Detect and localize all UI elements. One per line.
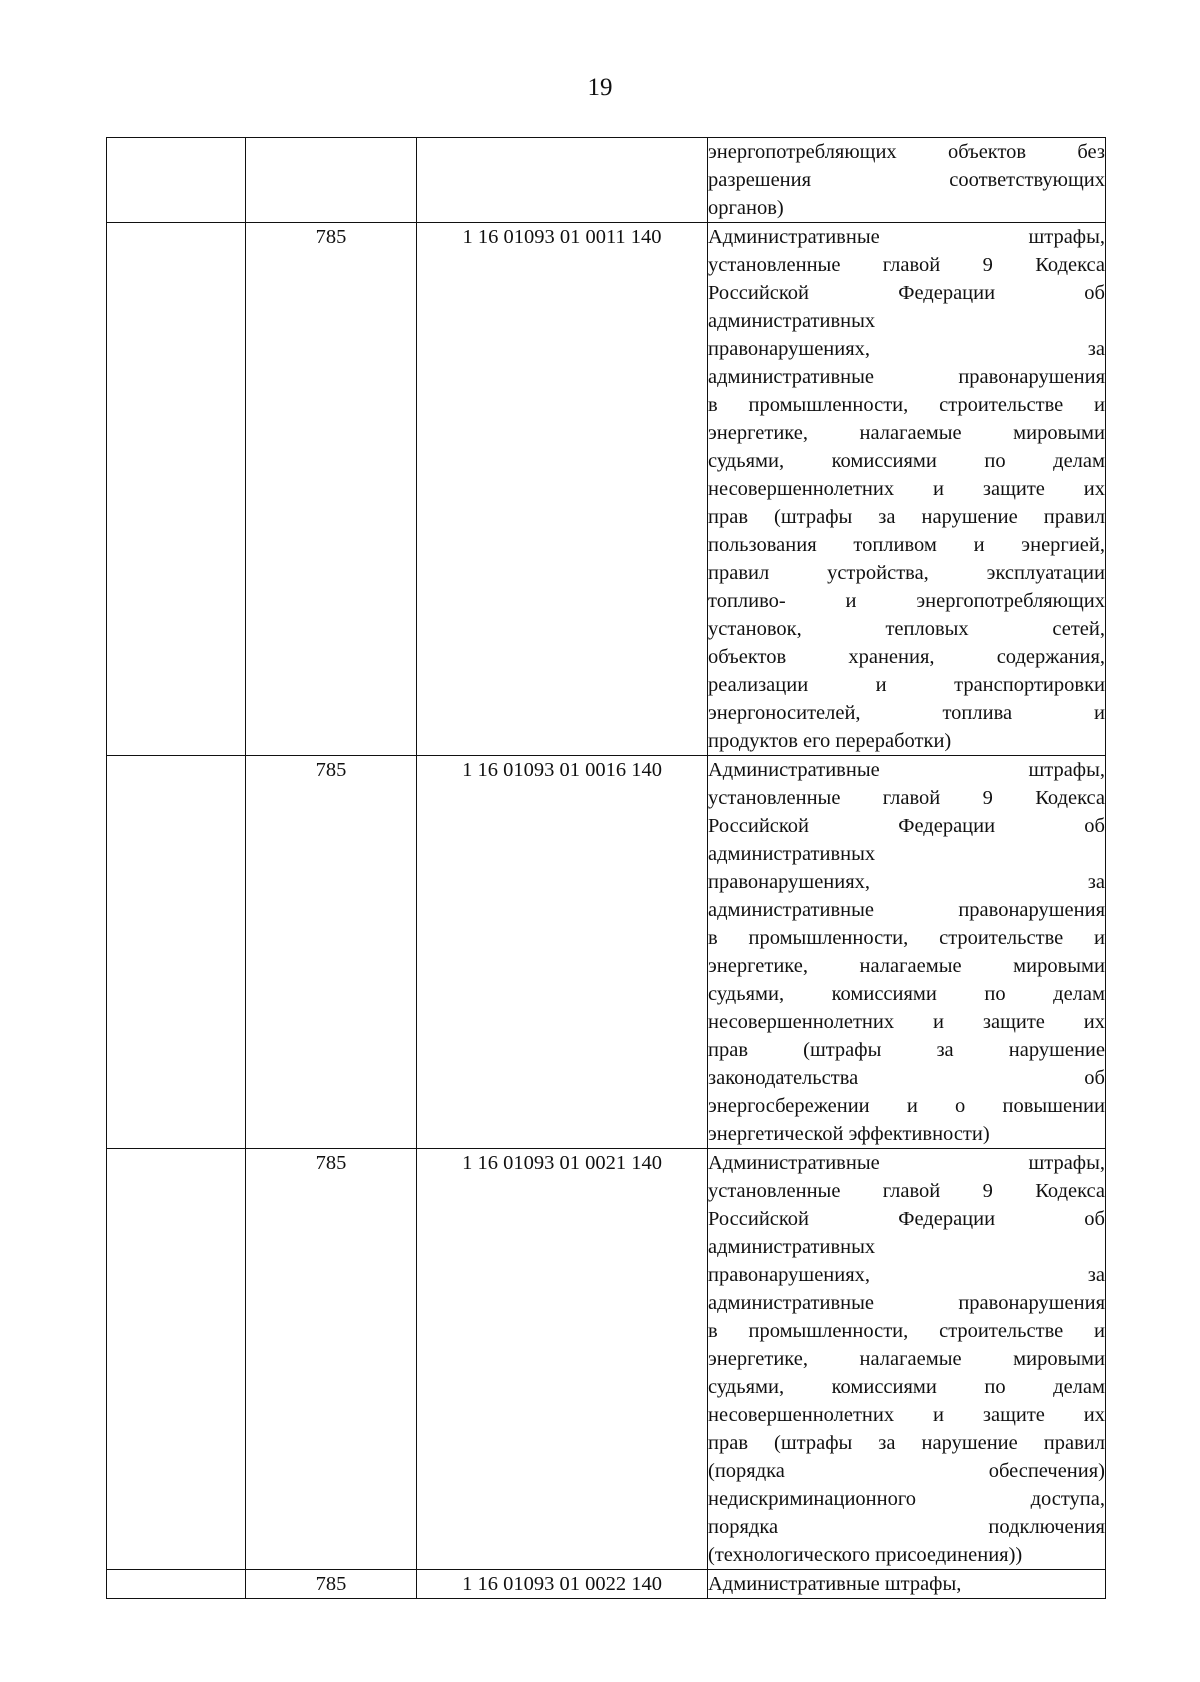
description-line: административные правонарушения — [708, 899, 1105, 921]
description-line: прав (штрафы за нарушение правил — [708, 506, 1105, 528]
description-line: установленные главой 9 Кодекса — [708, 787, 1105, 809]
admin-code-cell — [246, 138, 417, 223]
description-line: порядка подключения — [708, 1516, 1105, 1538]
empty-cell — [107, 1149, 246, 1570]
description-line: продуктов его переработки) — [708, 730, 952, 752]
description-line: реализации и транспортировки — [708, 674, 1105, 696]
description-cell — [708, 223, 1106, 756]
table-body — [107, 138, 1106, 1599]
description-line: энергопотребляющих объектов без — [708, 141, 1105, 163]
description-line: Российской Федерации об — [708, 1208, 1105, 1230]
description-line: несовершеннолетних и защите их — [708, 1011, 1105, 1033]
description-line: правонарушениях, за — [708, 871, 1105, 893]
page-number: 19 — [587, 74, 613, 101]
description-line: Административные штрафы, — [708, 1152, 1105, 1174]
description-line: (порядка обеспечения) — [708, 1460, 1105, 1482]
description-cell — [708, 1570, 1106, 1599]
description-line: объектов хранения, содержания, — [708, 646, 1105, 668]
description-line: установок, тепловых сетей, — [708, 618, 1105, 640]
budget-code-cell — [417, 138, 708, 223]
description-line: органов) — [708, 197, 784, 219]
description-line: (технологического присоединения)) — [708, 1544, 1023, 1566]
description-line: Российской Федерации об — [708, 815, 1105, 837]
admin-code-cell: 785 — [246, 1149, 417, 1570]
description-line: несовершеннолетних и защите их — [708, 478, 1105, 500]
empty-cell — [107, 223, 246, 756]
description-line: разрешения соответствующих — [708, 169, 1105, 191]
budget-code-cell: 1 16 01093 01 0011 140 — [417, 223, 708, 756]
description-line: правонарушениях, за — [708, 338, 1105, 360]
description-line: установленные главой 9 Кодекса — [708, 1180, 1105, 1202]
description-line: судьями, комиссиями по делам — [708, 983, 1105, 1005]
admin-code-cell: 785 — [246, 223, 417, 756]
description-line: Административные штрафы, — [708, 759, 1105, 781]
budget-code-cell: 1 16 01093 01 0021 140 — [417, 1149, 708, 1570]
description-line: Российской Федерации об — [708, 282, 1105, 304]
description-line: несовершеннолетних и защите их — [708, 1404, 1105, 1426]
description-line: энергосбережении и о повышении — [708, 1095, 1105, 1117]
table-row — [107, 1570, 1106, 1599]
empty-cell — [107, 138, 246, 223]
empty-cell — [107, 756, 246, 1149]
description-line: правил устройства, эксплуатации — [708, 562, 1105, 584]
description-line: судьями, комиссиями по делам — [708, 1376, 1105, 1398]
description-line: административных — [708, 1236, 876, 1258]
table-row — [107, 223, 1106, 756]
description-cell — [708, 1149, 1106, 1570]
budget-code-cell: 1 16 01093 01 0016 140 — [417, 756, 708, 1149]
description-line: административные правонарушения — [708, 1292, 1105, 1314]
description-line: судьями, комиссиями по делам — [708, 450, 1105, 472]
admin-code-cell: 785 — [246, 756, 417, 1149]
description-line: в промышленности, строительстве и — [708, 927, 1105, 949]
table-row — [107, 1149, 1106, 1570]
admin-code-cell: 785 — [246, 1570, 417, 1599]
empty-cell — [107, 1570, 246, 1599]
description-line: административные правонарушения — [708, 366, 1105, 388]
description-line: пользования топливом и энергией, — [708, 534, 1105, 556]
description-cell — [708, 138, 1106, 223]
description-cell — [708, 756, 1106, 1149]
description-line: правонарушениях, за — [708, 1264, 1105, 1286]
description-line: законодательства об — [708, 1067, 1105, 1089]
description-line: в промышленности, строительстве и — [708, 1320, 1105, 1342]
description-line: энергоносителей, топлива и — [708, 702, 1105, 724]
description-line: недискриминационного доступа, — [708, 1488, 1105, 1510]
budget-code-cell: 1 16 01093 01 0022 140 — [417, 1570, 708, 1599]
description-line: энергетике, налагаемые мировыми — [708, 1348, 1105, 1370]
table-row — [107, 138, 1106, 223]
budget-classification-table — [106, 137, 1106, 1599]
description-line: топливо- и энергопотребляющих — [708, 590, 1105, 612]
description-line: административных — [708, 843, 876, 865]
description-line: административных — [708, 310, 876, 332]
description-line: прав (штрафы за нарушение — [708, 1039, 1105, 1061]
description-line: энергетической эффективности) — [708, 1123, 990, 1145]
description-line: энергетике, налагаемые мировыми — [708, 955, 1105, 977]
description-line: Административные штрафы, — [708, 226, 1105, 248]
description-line: прав (штрафы за нарушение правил — [708, 1432, 1105, 1454]
description-line: Административные штрафы, — [708, 1573, 962, 1595]
description-line: в промышленности, строительстве и — [708, 394, 1105, 416]
table-row — [107, 756, 1106, 1149]
description-line: энергетике, налагаемые мировыми — [708, 422, 1105, 444]
description-line: установленные главой 9 Кодекса — [708, 254, 1105, 276]
